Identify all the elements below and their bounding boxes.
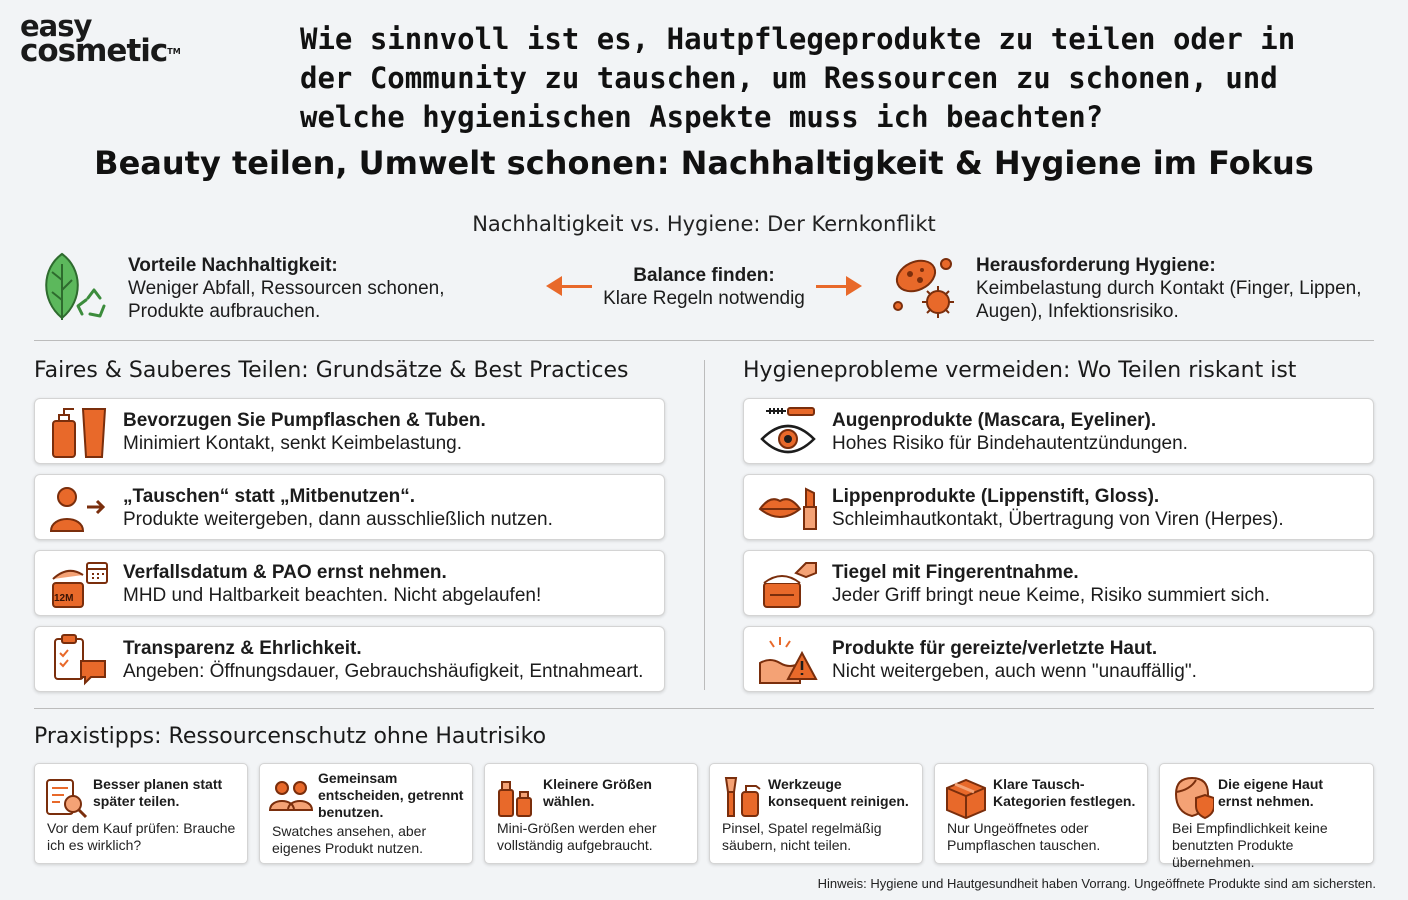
irritated-skin-warning-icon [756, 633, 820, 687]
card-desc: Minimiert Kontakt, senkt Keimbelastung. [123, 433, 462, 454]
tip-title: Die eigene Haut ernst nehmen. [1218, 776, 1324, 809]
tip-plan-better [34, 763, 248, 864]
question-line-1: Wie sinnvoll ist es, Hautpflegeprodukte zu teilen oder in [300, 22, 1296, 56]
page-title: Beauty teilen, Umwelt schonen: Nachhaltigkeit & Hygiene im Fokus [94, 144, 1314, 182]
clipboard-chat-icon [47, 633, 111, 687]
card-desc: Nicht weitergeben, auch wenn "unauffällig". [832, 661, 1197, 682]
tip-swap-categories [934, 763, 1148, 864]
sustainability-line-2: Produkte aufbrauchen. [128, 301, 321, 322]
logo-tm: TM [167, 47, 181, 56]
tip-own-skin [1159, 763, 1374, 870]
tip-text: Bei Empfindlichkeit keine benutzten Produkte übernehmen. [1172, 820, 1328, 870]
jar-finger-icon [756, 557, 820, 611]
tip-text: Vor dem Kauf prüfen: Brauche ich es wirklich? [47, 820, 236, 853]
germs-icon [886, 250, 962, 326]
question-heading [300, 20, 1300, 137]
mini-bottles-icon [493, 774, 539, 820]
risk-areas-title: Hygieneprobleme vermeiden: Wo Teilen riskant ist [743, 358, 1297, 383]
checklist-magnifier-icon [43, 774, 89, 820]
card-swap-not-share [34, 474, 665, 540]
card-title: Augenprodukte (Mascara, Eyeliner). [832, 410, 1157, 431]
card-desc: Produkte weitergeben, dann ausschließlich nutzen. [123, 509, 553, 530]
balance-box [590, 264, 818, 310]
card-title: Transparenz & Ehrlichkeit. [123, 638, 362, 659]
card-desc: Schleimhautkontakt, Übertragung von Viren (Herpes). [832, 509, 1284, 530]
divider-bottom [34, 708, 1374, 709]
hygiene-line-2: Augen), Infektionsrisiko. [976, 301, 1179, 322]
sustainability-benefits [128, 254, 445, 323]
tip-title: Besser planen statt später teilen. [93, 776, 223, 809]
card-title: „Tauschen“ statt „Mitbenutzen“. [123, 486, 416, 507]
box-icon [943, 774, 989, 820]
best-practices-title: Faires & Sauberes Teilen: Grundsätze & Best Practices [34, 358, 629, 383]
eye-mascara-icon [756, 405, 820, 459]
hygiene-line-1: Keimbelastung durch Kontakt (Finger, Lippen, [976, 278, 1362, 299]
tip-title: Gemeinsam entscheiden, getrennt benutzen. [318, 770, 464, 820]
card-text [832, 561, 1270, 607]
pump-bottle-tube-icon [47, 405, 111, 459]
hygiene-challenge [976, 254, 1362, 323]
card-text [832, 409, 1188, 455]
tip-clean-tools [709, 763, 923, 864]
card-title: Tiegel mit Fingerentnahme. [832, 562, 1079, 583]
card-text [123, 561, 541, 607]
card-irritated-skin [743, 626, 1374, 692]
sustainability-title: Vorteile Nachhaltigkeit: [128, 255, 338, 276]
footer-note: Hinweis: Hygiene und Hautgesundheit haben Vorrang. Ungeöffnete Produkte sind am sichersten. [817, 876, 1376, 891]
logo-line-1: easy [20, 9, 92, 43]
card-desc: Jeder Griff bringt neue Keime, Risiko summiert sich. [832, 585, 1270, 606]
card-text [123, 485, 553, 531]
tip-title: Kleinere Größen wählen. [543, 776, 652, 809]
pao-label: 12M [54, 593, 74, 604]
card-eye-products [743, 398, 1374, 464]
tip-decide-together [259, 763, 473, 864]
card-lip-products [743, 474, 1374, 540]
card-desc: MHD und Haltbarkeit beachten. Nicht abgelaufen! [123, 585, 542, 606]
brush-spray-icon [718, 774, 764, 820]
brand-logo [20, 9, 181, 69]
card-text [123, 409, 486, 455]
question-line-3: welche hygienischen Aspekte muss ich beachten? [300, 100, 1104, 134]
card-transparency [34, 626, 665, 692]
divider-vertical [704, 360, 705, 690]
card-jar-finger [743, 550, 1374, 616]
balance-title: Balance finden: [633, 265, 775, 286]
card-text [832, 637, 1197, 683]
card-text [832, 485, 1284, 531]
tip-text: Pinsel, Spatel regelmäßig säubern, nicht teilen. [722, 820, 882, 853]
face-shield-icon [1168, 774, 1214, 820]
card-title: Produkte für gereizte/verletzte Haut. [832, 638, 1158, 659]
two-people-icon [268, 774, 314, 820]
card-pump-bottles [34, 398, 665, 464]
logo-line-2: cosmetic [20, 33, 168, 69]
tip-text: Swatches ansehen, aber eigenes Produkt nutzen. [272, 823, 427, 856]
card-expiry [34, 550, 665, 616]
lips-lipstick-icon [756, 481, 820, 535]
tips-title: Praxistipps: Ressourcenschutz ohne Hautrisiko [34, 724, 547, 749]
arrow-right-icon [846, 276, 862, 296]
person-arrow-icon [47, 481, 111, 535]
balance-text: Klare Regeln notwendig [603, 288, 805, 309]
card-title: Verfallsdatum & PAO ernst nehmen. [123, 562, 447, 583]
card-title: Bevorzugen Sie Pumpflaschen & Tuben. [123, 410, 486, 431]
tip-title: Werkzeuge konsequent reinigen. [768, 776, 909, 809]
sustainability-line-1: Weniger Abfall, Ressourcen schonen, [128, 278, 445, 299]
card-desc: Hohes Risiko für Bindehautentzündungen. [832, 433, 1188, 454]
tip-smaller-sizes [484, 763, 698, 864]
question-line-2: der Community zu tauschen, um Ressourcen zu schonen, und [300, 61, 1278, 95]
tip-text: Nur Ungeöffnetes oder Pumpflaschen tauschen. [947, 820, 1101, 853]
hygiene-title: Herausforderung Hygiene: [976, 255, 1216, 276]
leaf-recycle-icon [38, 250, 114, 326]
divider-top [34, 340, 1374, 341]
card-desc: Angeben: Öffnungsdauer, Gebrauchshäufigkeit, Entnahmeart. [123, 661, 644, 682]
card-text [123, 637, 643, 683]
conflict-title: Nachhaltigkeit vs. Hygiene: Der Kernkonflikt [472, 212, 936, 236]
card-title: Lippenprodukte (Lippenstift, Gloss). [832, 486, 1160, 507]
tip-title: Klare Tausch-Kategorien festlegen. [993, 776, 1136, 809]
arrow-left-icon [546, 276, 562, 296]
tip-text: Mini-Größen werden eher vollständig aufgebraucht. [497, 820, 657, 853]
